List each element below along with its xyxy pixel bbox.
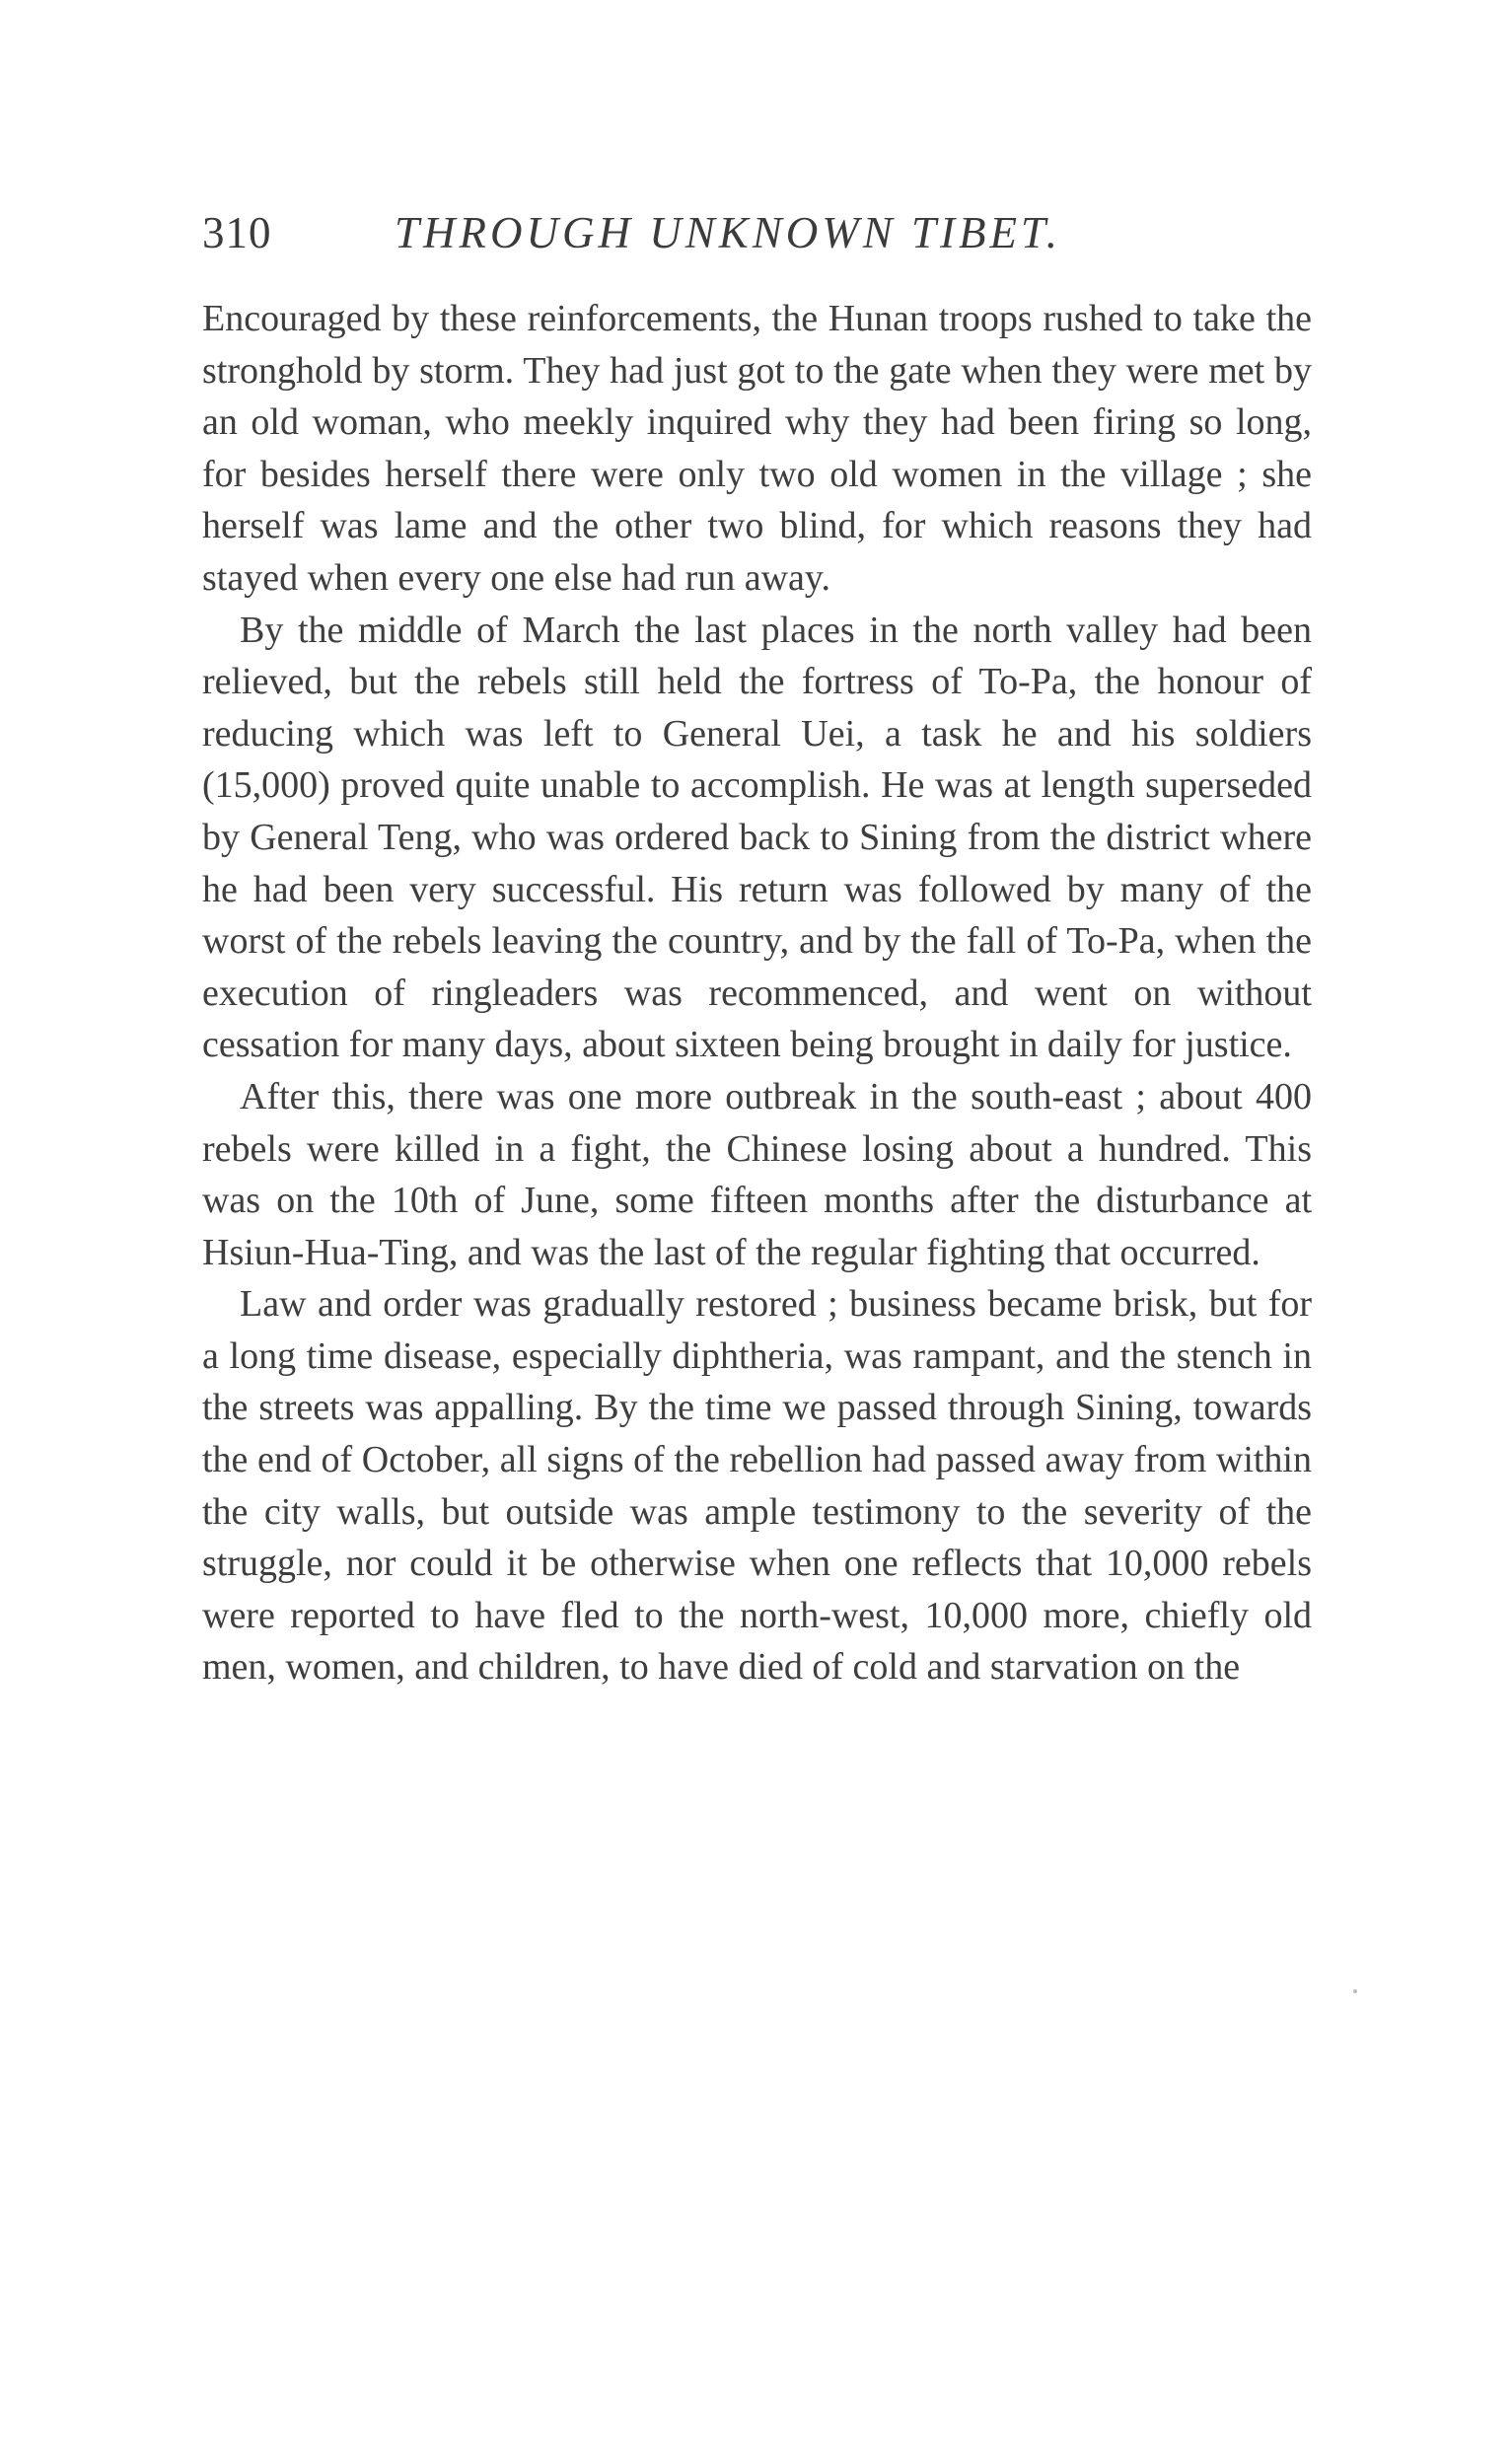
body-text <box>202 293 1312 1693</box>
page-number: 310 <box>202 208 272 257</box>
paragraph: Law and order was gradually restored ; business became brisk, but for a long time disease, especially diphtheria, was rampant, and the stench in the streets was appalling. By the time we passed through Sining, towards the end of October, all signs of the rebellion had passed away from within the city walls, but outside was ample testimony to the severity of the struggle, nor could it be otherwise when one reflects that 10,000 rebels were reported to have fled to the north-west, 10,000 more, chiefly old men, women, and children, to have died of cold and starvation on the <box>202 1283 1312 1689</box>
paragraph: Encouraged by these reinforcements, the Hunan troops rushed to take the stronghold by storm. They had just got to the gate when they were met by an old woman, who meekly inquired why they had been firing so long, for besides herself there were only two old women in the village ; she herself was lame and the other two blind, for which reasons they had stayed when every one else had run away. <box>202 298 1312 599</box>
running-title: THROUGH UNKNOWN TIBET. <box>395 208 1061 257</box>
running-head <box>202 207 1317 266</box>
paragraph: After this, there was one more outbreak in the south-east ; about 400 rebels were killed in a fight, the Chinese losing about a hundred. This was on the 10th of June, some fifteen months after the disturbance at Hsiun-Hua-Ting, and was the last of the regular fighting that occurred. <box>202 1075 1312 1273</box>
ink-speck <box>1353 1989 1357 1993</box>
paragraph: By the middle of March the last places in the north valley had been relieved, but the rebels still held the fortress of To-Pa, the honour of reducing which was left to General Uei, a task he and his soldiers (15,000) proved quite unable to accomplish. He was at length superseded by General Teng, who was ordered back to Sining from the district where he had been very successful. His return was followed by many of the worst of the rebels leaving the country, and by the fall of To-Pa, when the execution of ringleaders was recommenced, and went on without cessation for many days, about sixteen being brought in daily for justice. <box>202 609 1312 1066</box>
